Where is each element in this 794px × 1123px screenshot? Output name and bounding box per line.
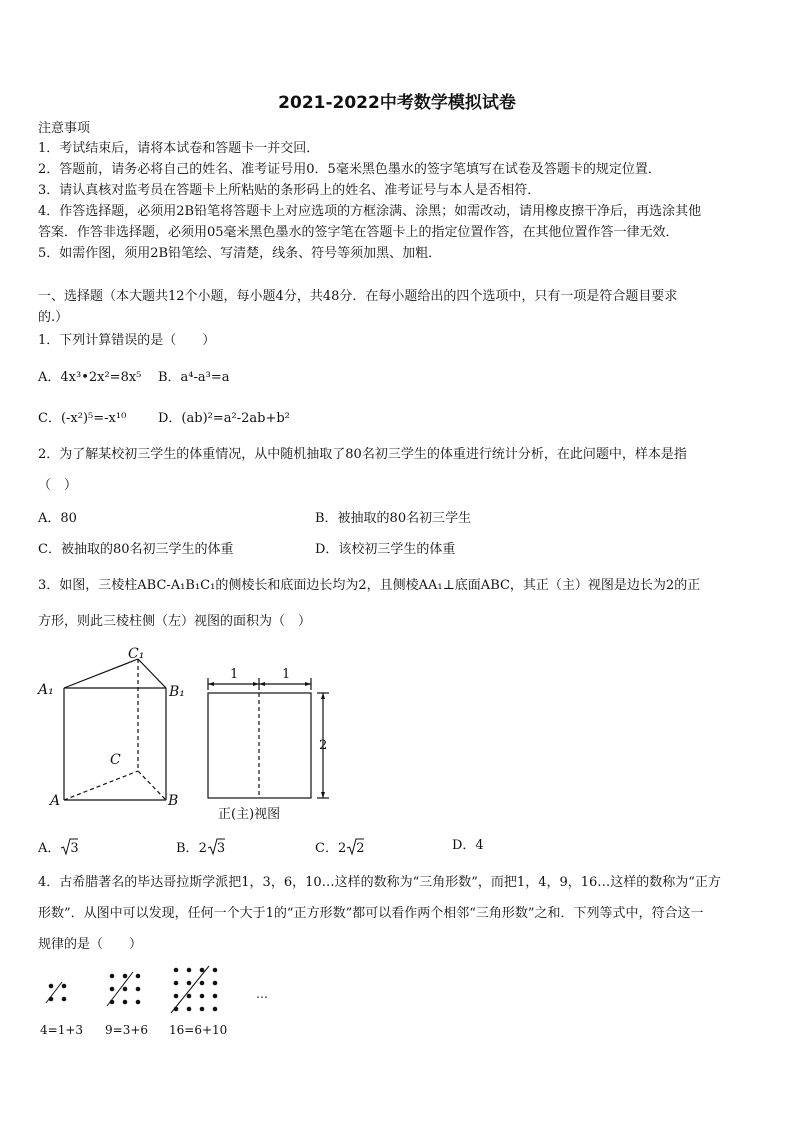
q2-option-a: A．80 bbox=[38, 511, 77, 526]
label-c1: C₁ bbox=[128, 646, 145, 662]
dim-height: 2 bbox=[319, 738, 328, 753]
q3-option-a bbox=[38, 838, 79, 857]
square-numbers-figure bbox=[36, 962, 296, 1042]
q1-option-b: B．a⁴-a³=a bbox=[158, 370, 230, 385]
fig-label-3: 16=6+10 bbox=[169, 1023, 228, 1037]
q3-stem-cont: 方形，则此三棱柱侧（左）视图的面积为（ ） bbox=[38, 614, 312, 629]
q3-option-c-radicand: 2 bbox=[356, 841, 365, 856]
figure-ellipsis: … bbox=[256, 987, 268, 1001]
notice-heading: 注意事项 bbox=[38, 121, 91, 136]
notice-line-2: 2．答题前，请务必将自己的姓名、准考证号用0．5毫米黑色墨水的签字笔填写在试卷及答题卡的规定位置． bbox=[38, 162, 661, 177]
notice-line-1: 1．考试结束后，请将本试卷和答题卡一并交回． bbox=[38, 141, 320, 156]
section-heading: 一、选择题（本大题共12个小题，每小题4分，共48分．在每小题给出的四个选项中，只有一项是符合题目要求 bbox=[38, 289, 678, 304]
page-title: 2021-2022中考数学模拟试卷 bbox=[278, 93, 516, 113]
q2-option-c: C．被抽取的80名初三学生的体重 bbox=[38, 542, 234, 557]
q2-option-b: B．被抽取的80名初三学生 bbox=[315, 511, 472, 526]
notice-line-5: 5．如需作图，须用2B铅笔绘、写清楚，线条、符号等须加黑、加粗． bbox=[38, 246, 442, 261]
fig-label-2: 9=3+6 bbox=[105, 1023, 149, 1037]
dim-width-1: 1 bbox=[230, 667, 239, 682]
notice-line-3: 3．请认真核对监考员在答题卡上所粘贴的条形码上的姓名、准考证号与本人是否相符． bbox=[38, 183, 541, 198]
q2-stem-cont: （ ） bbox=[38, 478, 78, 493]
label-b1: B₁ bbox=[169, 684, 185, 700]
prism-figure bbox=[36, 640, 336, 825]
q3-option-a-prefix: A． bbox=[38, 841, 61, 856]
label-b: B bbox=[168, 793, 179, 809]
q3-option-d: D．4 bbox=[452, 838, 484, 853]
q3-option-b-coef: 2 bbox=[198, 841, 207, 856]
q3-option-b bbox=[176, 838, 225, 857]
q3-option-c bbox=[315, 838, 365, 857]
fig-label-1: 4=1+3 bbox=[40, 1023, 84, 1037]
front-view-caption: 正(主)视图 bbox=[218, 807, 281, 822]
q4-stem-cont: 形数”．从图中可以发现，任何一个大于1的“正方形数”都可以看作两个相邻“三角形数”之和．下列等式中，符合这一 bbox=[38, 906, 704, 921]
q3-option-b-radicand: 3 bbox=[216, 841, 226, 856]
q1-option-d: D．(ab)²=a²-2ab+b² bbox=[158, 411, 290, 426]
label-a: A bbox=[50, 793, 61, 809]
label-a1: A₁ bbox=[38, 682, 54, 698]
q1-option-a: A．4x³•2x²=8x⁵ bbox=[38, 370, 142, 385]
q1-stem: 1．下列计算错误的是（ ） bbox=[38, 333, 216, 348]
q4-stem-cont-2: 规律的是（ ） bbox=[38, 937, 143, 952]
q2-stem: 2．为了解某校初三学生的体重情况，从中随机抽取了80名初三学生的体重进行统计分析，在此问题中，样本是指 bbox=[38, 447, 687, 462]
q1-option-c: C．(-x²)⁵=-x¹⁰ bbox=[38, 411, 127, 426]
q2-option-d: D．该校初三学生的体重 bbox=[315, 542, 456, 557]
q4-stem: 4．古希腊著名的毕达哥拉斯学派把1，3，6，10…这样的数称为“三角形数”，而把1，4，9，16…这样的数称为“正方 bbox=[38, 875, 721, 890]
notice-line-4-cont: 答案．作答非选择题，必须用05毫米黑色墨水的签字笔在答题卡上的指定位置作答，在其他位置作答一律无效． bbox=[38, 225, 679, 240]
q3-option-c-prefix: C． bbox=[315, 841, 338, 856]
notice-line-4: 4．作答选择题，必须用2B铅笔将答题卡上对应选项的方框涂满、涂黑；如需改动，请用橡皮擦干净后，再选涂其他 bbox=[38, 204, 702, 219]
dim-width-2: 1 bbox=[282, 667, 291, 682]
label-c: C bbox=[110, 752, 121, 768]
q3-option-c-coef: 2 bbox=[337, 841, 347, 856]
q3-option-a-radicand: 3 bbox=[70, 841, 79, 856]
section-heading-cont: 的.） bbox=[38, 310, 69, 325]
q3-stem: 3．如图，三棱柱ABC-A₁B₁C₁的侧棱长和底面边长均为2，且侧棱AA₁⊥底面ABC，其正（主）视图是边长为2的正 bbox=[38, 578, 701, 593]
q3-option-b-prefix: B． bbox=[176, 841, 199, 856]
